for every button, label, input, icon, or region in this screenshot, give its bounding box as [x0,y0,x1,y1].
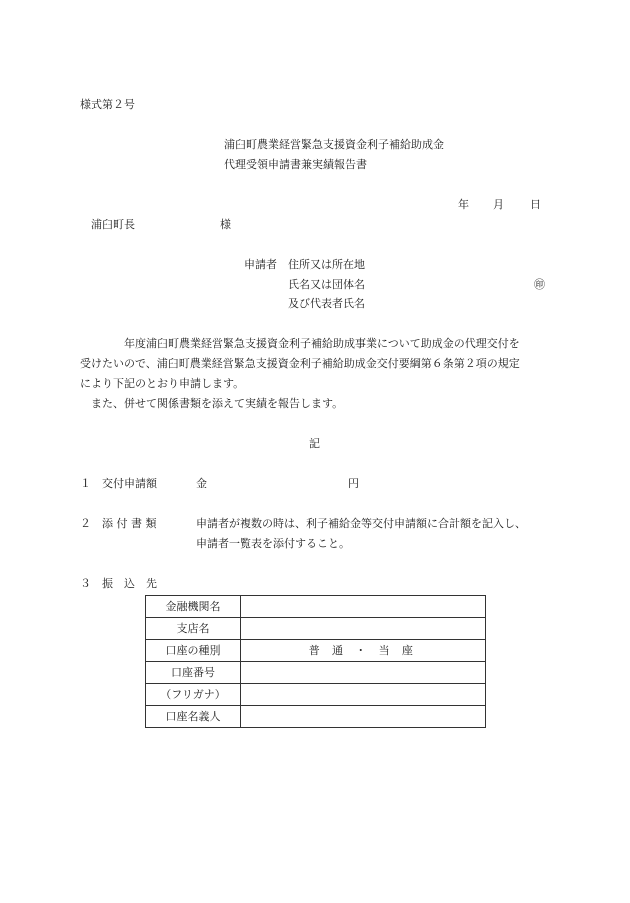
body-line-2: 受けたいので、浦臼町農業経営緊急支援資金利子補給助成金交付要綱第６条第２項の規定 [80,357,520,370]
applicant-representative-label: 及び代表者氏名 [288,297,365,310]
date-day: 日 [530,198,541,211]
bank-info-table [145,595,486,728]
ki-heading: 記 [309,437,320,450]
branch-name-field[interactable] [241,618,486,640]
title-line-2: 代理受領申請書兼実績報告書 [224,158,367,171]
item3-number: ３ [80,577,91,590]
addressee-name: 浦臼町長 [91,218,135,231]
item1-prefix: 金 [196,477,207,490]
table-row [146,684,486,706]
table-row [146,662,486,684]
bank-name-label: 金融機関名 [146,596,241,618]
addressee-honorific: 様 [220,218,231,231]
item2-number: ２ [80,517,91,530]
account-type-options[interactable]: 普 通 ・ 当 座 [241,640,486,662]
table-row [146,706,486,728]
body-line-1: 年度浦臼町農業経営緊急支援資金利子補給助成事業について助成金の代理交付を [124,337,520,350]
furigana-field[interactable] [241,684,486,706]
applicant-label: 申請者 [244,258,277,271]
item3-label: 振 込 先 [102,577,157,590]
account-holder-field[interactable] [241,706,486,728]
date-month: 月 [493,198,504,211]
item1-number: １ [80,477,91,490]
body-line-4: また、併せて関係書類を添えて実績を報告します。 [91,397,344,410]
bank-name-field[interactable] [241,596,486,618]
item2-text-2: 申請者一覧表を添付すること。 [196,537,350,550]
table-row [146,640,486,662]
account-number-label: 口座番号 [146,662,241,684]
furigana-label: （フリガナ） [146,684,241,706]
date-year: 年 [458,198,469,211]
title-line-1: 浦臼町農業経営緊急支援資金利子補給助成金 [224,138,444,151]
table-row [146,618,486,640]
table-row [146,596,486,618]
body-line-3: により下記のとおり申請します。 [80,377,245,390]
item1-unit: 円 [348,477,359,490]
item2-text-1: 申請者が複数の時は、利子補給金等交付申請額に合計額を記入し、 [196,517,526,530]
account-type-label: 口座の種別 [146,640,241,662]
item1-label: 交付申請額 [102,477,157,490]
applicant-address-label: 住所又は所在地 [288,258,365,271]
branch-name-label: 支店名 [146,618,241,640]
account-number-field[interactable] [241,662,486,684]
seal-mark: ㊞ [534,278,545,291]
applicant-name-label: 氏名又は団体名 [288,278,365,291]
account-holder-label: 口座名義人 [146,706,241,728]
item2-label: 添 付 書 類 [102,517,157,530]
form-number: 様式第２号 [80,98,135,111]
